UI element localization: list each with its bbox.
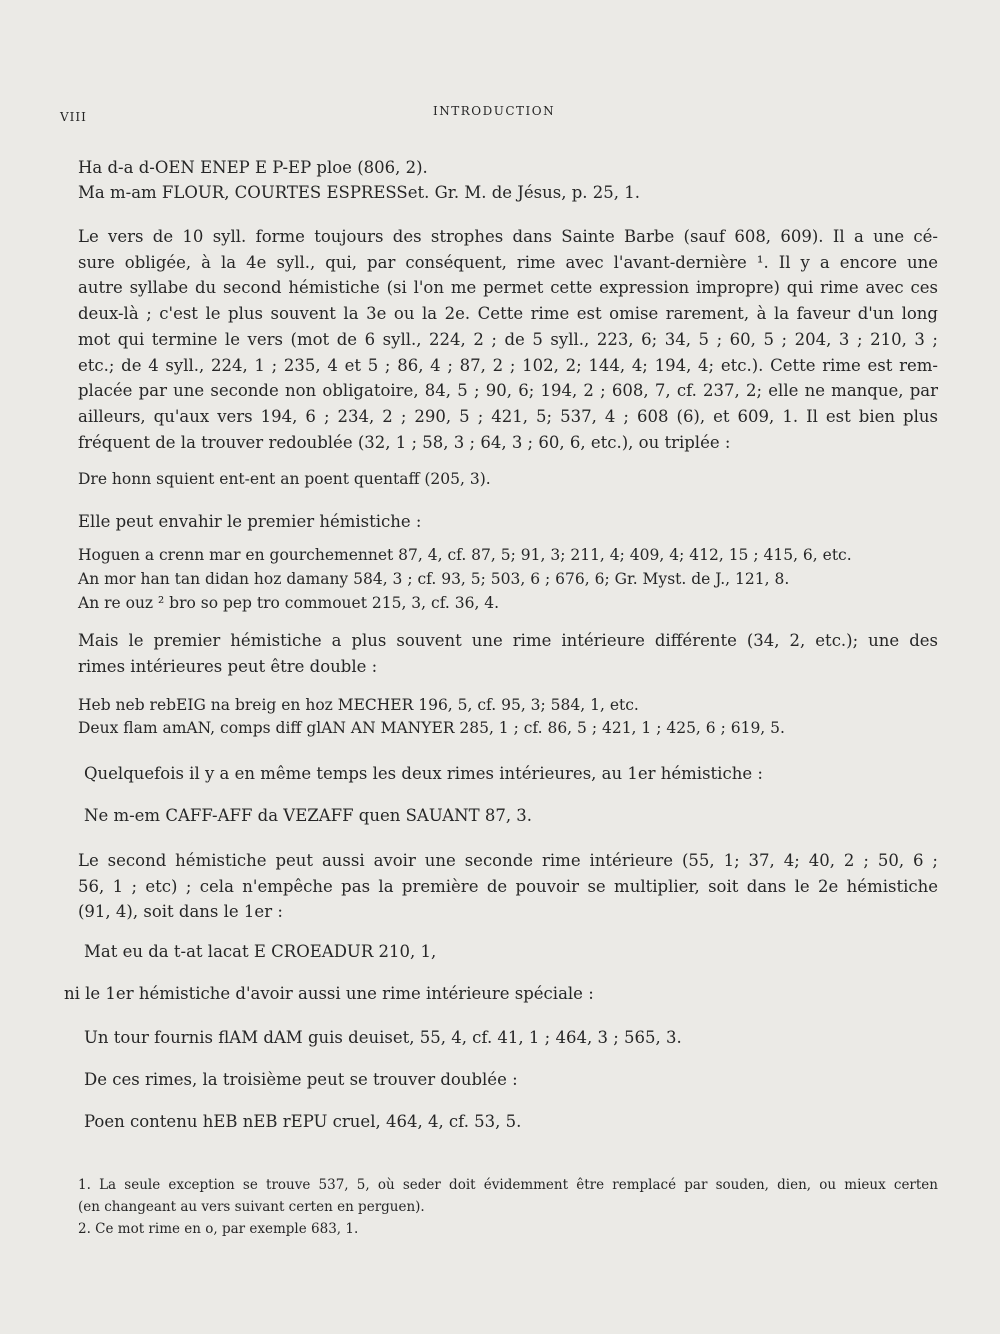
running-head [0,104,1000,124]
opening-example-1: Ha d-a d-OEN ENEP E P-EP ploe (806, 2). [78,158,428,177]
paragraph-text: Quelquefois il y a en même temps les deux rimes intérieures, au 1er hémistiche : [84,764,763,783]
paragraph-line: Mais le premier hémistiche a plus souvent une rime intérieure différente (34, 2, etc.); une des [78,631,938,650]
verse-example: Ne m-em CAFF-AFF da VEZAFF quen SAUANT 87, 3. [84,806,533,825]
page-title: INTRODUCTION [433,104,556,118]
paragraph-line: ailleurs, qu'aux vers 194, 6 ; 234, 2 ; 290, 5 ; 421, 5; 537, 4 ; 608 (6), et 609, 1. Il est bien plus [78,406,938,426]
footnote-line: (en changeant au vers suivant certen en perguen). [78,1199,425,1215]
paragraph-line: (91, 4), soit dans le 1er : [78,902,283,922]
verse-example: An re ouz ² bro so pep tro commouet 215, 3, cf. 36, 4. [78,594,500,612]
verse-example: Hoguen a crenn mar en gourchemennet 87, 4, cf. 87, 5; 91, 3; 211, 4; 409, 4; 412, 15 ; 415, 6, etc. [78,546,852,564]
paragraph-line: Le vers de 10 syll. forme toujours des strophes dans Sainte Barbe (sauf 608, 609). Il a une cé- [78,227,938,246]
paragraph-line: mot qui termine le vers (mot de 6 syll., 224, 2 ; de 5 syll., 223, 6; 34, 5 ; 60, 5 ; 204, 3 ; 210, 3 ; [78,329,938,349]
paragraph-line: autre syllabe du second hémistiche (si l'on me permet cette expression impropre) qui rime avec ces [78,278,938,298]
opening-example-2: Ma m-am FLOUR, COURTES ESPRESSet. Gr. M. de Jésus, p. 25, 1. [78,183,640,202]
paragraph-line: etc.; de 4 syll., 224, 1 ; 235, 4 et 5 ; 86, 4 ; 87, 2 ; 102, 2; 144, 4; 194, 4; etc.). Cette rime est rem- [78,355,938,375]
footnotes [78,1174,938,1240]
verse-example: Poen contenu hEB nEB rEPU cruel, 464, 4, cf. 53, 5. [84,1112,522,1131]
paragraph-line: deux-là ; c'est le plus souvent la 3e ou la 2e. Cette rime est omise rarement, à la faveur d'un long [78,304,938,324]
verse-example: Deux flam amAN, comps diff glAN AN MANYER 285, 1 ; cf. 86, 5 ; 421, 1 ; 425, 6 ; 619, 5. [78,719,785,737]
paragraph-line: placée par une seconde non obligatoire, 84, 5 ; 90, 6; 194, 2 ; 608, 7, cf. 237, 2; elle ne manque, par [78,381,938,401]
footnote-line: 1. La seule exception se trouve 537, 5, où seder doit évidemment être remplacé par souden, dien, ou mieux certen [78,1177,938,1193]
paragraph-text [78,848,938,925]
page-number: VIII [60,110,87,124]
paragraph-text: Elle peut envahir le premier hémistiche : [78,512,422,531]
footnote-line: 2. Ce mot rime en o, par exemple 683, 1. [78,1221,359,1237]
paragraph-text: ni le 1er hémistiche d'avoir aussi une rime intérieure spéciale : [64,984,594,1003]
verse-example: Dre honn squient ent-ent an poent quentaff (205, 3). [78,470,491,488]
verse-example: Un tour fournis flAM dAM guis deuiset, 55, 4, cf. 41, 1 ; 464, 3 ; 565, 3. [84,1028,682,1047]
paragraph-line: sure obligée, à la 4e syll., qui, par conséquent, rime avec l'avant-dernière ¹. Il y a encore une [78,252,938,272]
paragraph-text: De ces rimes, la troisième peut se trouver doublée : [84,1070,518,1089]
paragraph-text [78,628,938,679]
paragraph-line: rimes intérieures peut être double : [78,656,378,676]
paragraph-line: Le second hémistiche peut aussi avoir une seconde rime intérieure (55, 1; 37, 4; 40, 2 ; 50, 6 ; [78,851,938,870]
verse-example: An mor han tan didan hoz damany 584, 3 ; cf. 93, 5; 503, 6 ; 676, 6; Gr. Myst. de J., 121, 8. [78,570,790,588]
verse-example: Mat eu da t-at lacat E CROEADUR 210, 1, [84,942,437,961]
verse-example: Heb neb rebEIG na breig en hoz MECHER 196, 5, cf. 95, 3; 584, 1, etc. [78,696,639,714]
paragraph-line: 56, 1 ; etc) ; cela n'empêche pas la première de pouvoir se multiplier, soit dans le 2e hémistiche [78,876,938,896]
paragraph-line: fréquent de la trouver redoublée (32, 1 ; 58, 3 ; 64, 3 ; 60, 6, etc.), ou triplée : [78,432,731,452]
main-paragraph [78,224,938,455]
